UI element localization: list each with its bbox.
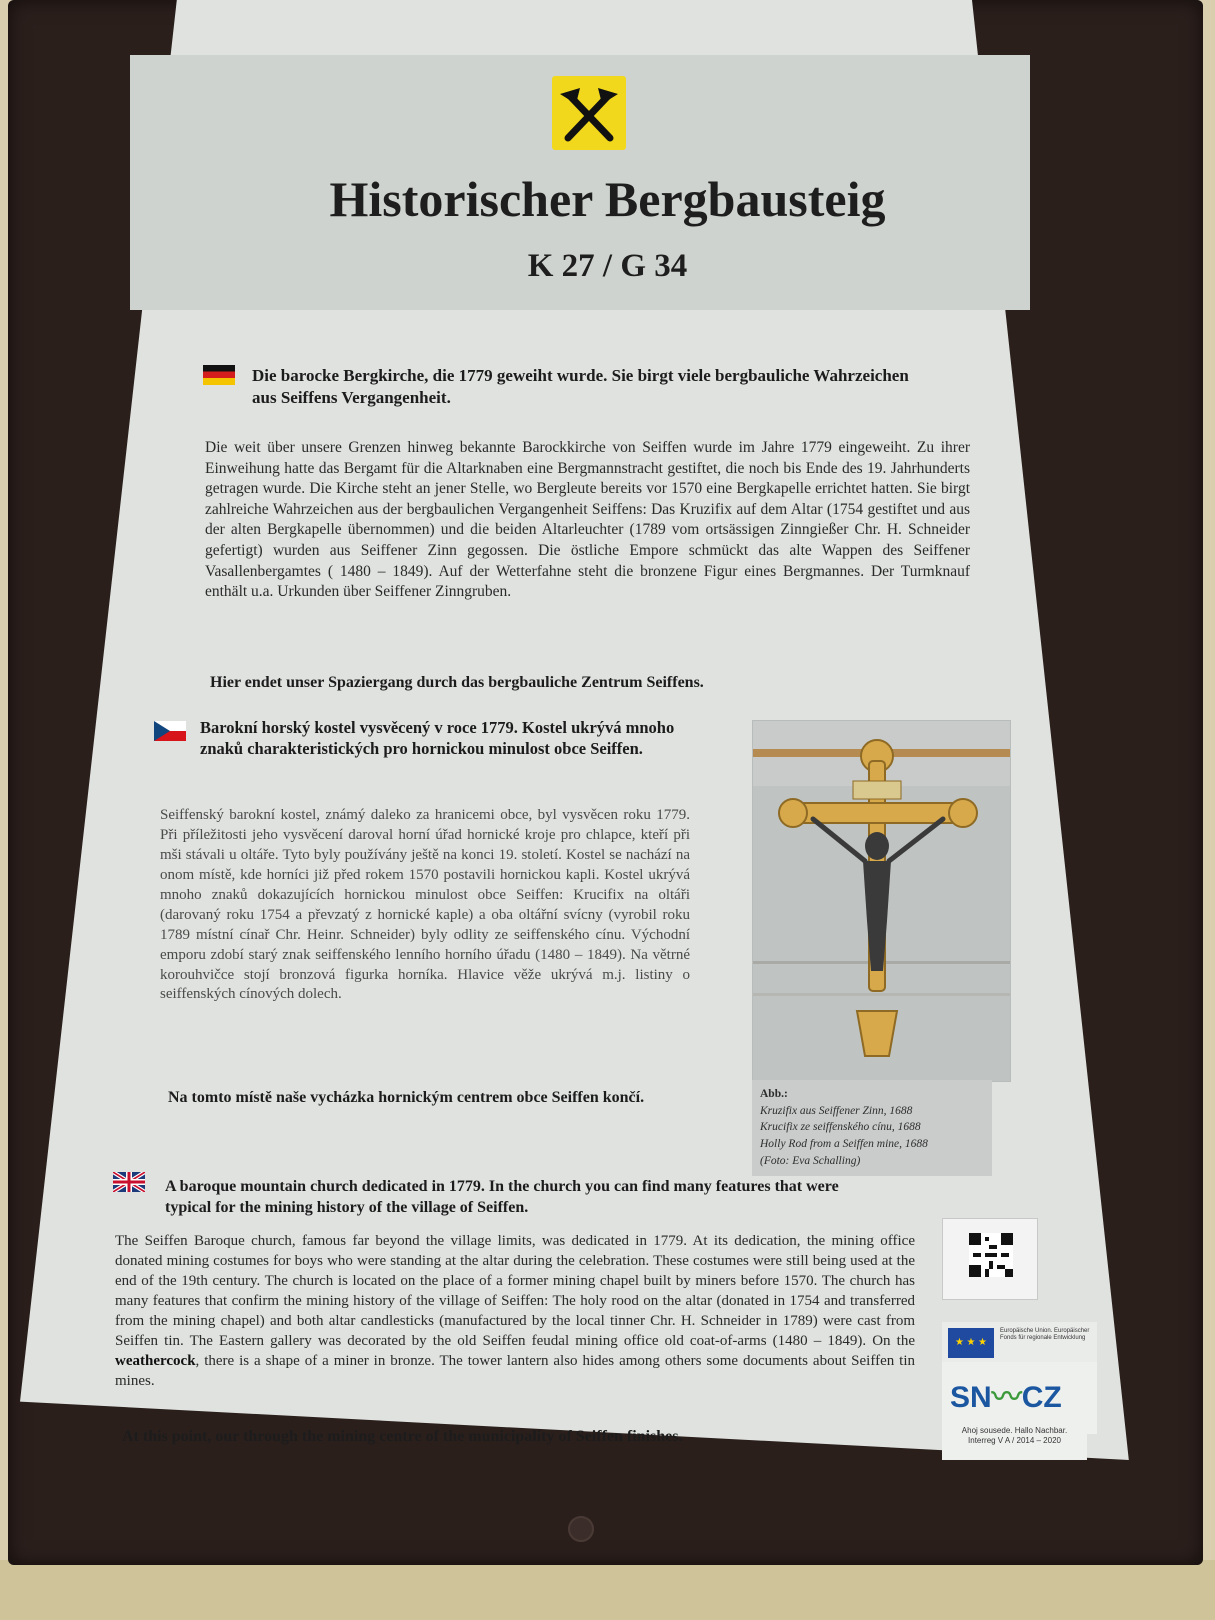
photo-caption (752, 1080, 992, 1176)
german-closing: Hier endet unser Spaziergang durch das bergbauliche Zentrum Seiffens. (210, 674, 704, 691)
sncz-wave-icon: 〰 (991, 1381, 1022, 1414)
czech-closing: Na tomto místě naše vycházka hornickým centrem obce Seiffen končí. (168, 1089, 645, 1106)
crucifix-image (752, 720, 1011, 1082)
caption-line: Kruzifix aus Seiffener Zinn, 1688 (760, 1104, 913, 1117)
eu-logo (942, 1322, 1097, 1364)
program-line: Interreg V A / 2014 – 2020 (968, 1436, 1061, 1446)
sign-title: Historischer Bergbausteig (329, 171, 886, 227)
czech-heading: Barokní horský kostel vysvěcený v roce 1779. Kostel ukrývá mnoho znaků charakteristických pro hornickou minulost obce Seiffen. (200, 718, 675, 759)
caption-label: Abb.: (760, 1088, 788, 1100)
english-heading: A baroque mountain church dedicated in 1779. In the church you can find many features that were typical for the mining history of the village of Seiffen. (165, 1178, 839, 1216)
english-closing: At this point, our through the mining centre of the municipality of Seiffen finishes. (122, 1428, 683, 1445)
eu-text: Europäische Union. Europäischer Fonds für regionale Entwicklung (1000, 1328, 1090, 1342)
germany-flag-icon (203, 365, 235, 385)
czech-flag-icon (154, 721, 186, 741)
eu-flag-icon: ★ ★ ★ (948, 1328, 994, 1358)
program-footer (942, 1420, 1087, 1460)
program-line: Ahoj sousede. Hallo Nachbar. (961, 1426, 1068, 1435)
sncz-right: CZ (1021, 1381, 1062, 1414)
frame-screw (568, 1516, 594, 1542)
caption-line: Krucifix ze seiffenského cínu, 1688 (760, 1121, 921, 1134)
qr-code-icon (969, 1233, 1013, 1277)
wall-background (0, 1560, 1215, 1620)
english-body (115, 1232, 915, 1392)
german-body: Die weit über unsere Grenzen hinweg bekannte Barockkirche von Seiffen wurde im Jahre 1779 eingeweiht. Zu ihrer Einweihung hatte das Bergamt für die Altarknaben eine Bergmannstracht gestiftet, die noch bis Ende des 19. Jahrhunderts getragen wurde. Die Kirche steht an jener Stelle, wo Bergleute bereits vor 1570 eine Bergkapelle errichtet hatten. Sie birgt zahlreiche Wahrzeichen aus der bergbaulichen Vergangenheit Seiffens: Das Kruzifix auf dem Altar (1754 gestiftet und aus der alten Bergkapelle übernommen) und die beiden Altarleuchter (1789 vom ortsässigen Zinngießer Chr. H. Schneider gefertigt) wurden aus Seiffener Zinn gegossen. Die östliche Empore schmückt das alte Wappen des Seiffener Vasallenbergamtes ( 1480 – 1849). Auf der Wetterfahne steht die bronzene Figur eines Bergmannes. Der Turmknauf enthält u.a. Urkunden über Seiffener Zinngruben. (205, 439, 970, 601)
trail-code: K 27 / G 34 (527, 248, 688, 284)
caption-line: Holly Rod from a Seiffen mine, 1688 (760, 1138, 928, 1151)
caption-line: (Foto: Eva Schalling) (760, 1154, 861, 1167)
qr-code-box[interactable] (942, 1218, 1038, 1300)
english-body-bold: weathercock (115, 1352, 196, 1369)
english-body-part1: The Seiffen Baroque church, famous far beyond the village limits, was dedicated in 1779. At its dedication, the mining office donated mining costumes for boys who were standing at the altar during the celebration. These costumes were still being used at the end of the 19th century. The church is located on the place of a former mining chapel built by miners before 1570. The church has many features that confirm the mining history of the village of Seiffen: The holy rood on the altar (donated in 1754 and transferred from the mining chapel) and both altar candlesticks (manufactured by the local tinner Chr. H. Schneider in 1789) were cast from Seiffen tin. The Eastern gallery was decorated by the old Seiffen feudal mining office old coat-of-arms (1480 – 1849). On the (115, 1233, 915, 1349)
sncz-wordmark (950, 1372, 1062, 1416)
hammer-and-pick-icon (552, 76, 626, 150)
sncz-left: SN (950, 1381, 992, 1414)
uk-flag-icon (113, 1172, 145, 1192)
czech-body: Seiffenský barokní kostel, známý daleko za hranicemi obce, byl vysvěcen roku 1779. Při příležitosti jeho vysvěcení daroval horní úřad hornické kroje pro chlapce, kteří při mši stávali u oltáře. Tyto byly používány ještě na konci 19. století. Kostel se nachází na onom místě, kde horníci již před rokem 1570 postavili hornickou kapli. Kostel ukrývá mnoho znaků dokazujících hornickou minulost obce Seiffen: Krucifix na oltáři (darovaný roku 1754 a převzatý z hornické kaple) a oba oltářní svícny (vyrobil roku 1789 místní cínař Chr. Heinr. Schneider) byly odlity ze seiffenského cínu. Východní emporu zdobí starý znak seiffenského lenního horního úřadu (1480 – 1849). Na větrné korouhvičce stojí bronzová figurka horníka. Hlavice věže ukrývá m.j. listiny o seiffenských cínových dolech. (160, 807, 690, 1003)
german-heading: Die barocke Bergkirche, die 1779 geweiht wurde. Sie birgt viele bergbauliche Wahrzeichen aus Seiffens Vergangenheit. (252, 366, 909, 408)
english-body-part2: , there is a shape of a miner in bronze. The tower lantern also hides among others some documents about Seiffen tin mines. (115, 1352, 915, 1389)
